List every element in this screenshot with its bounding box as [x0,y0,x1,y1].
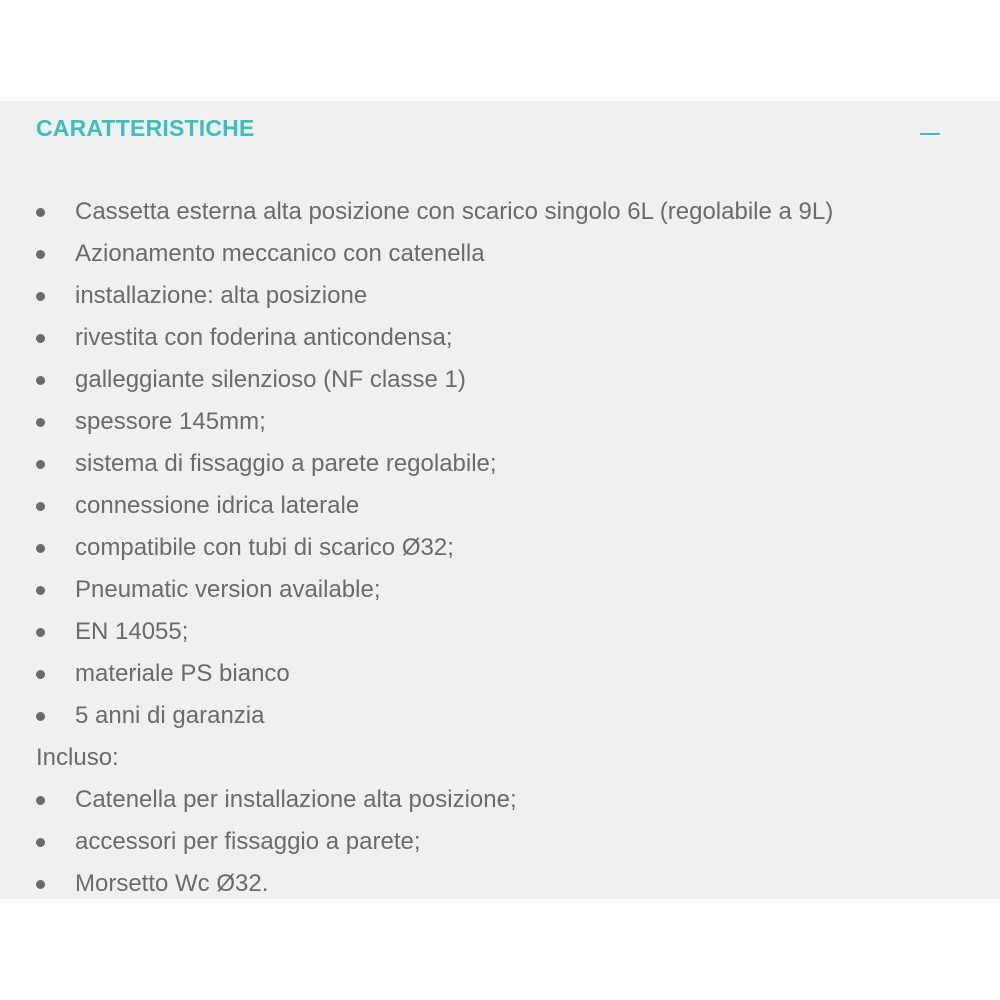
feature-list-item [0,695,1000,737]
included-list [0,779,1000,905]
included-text: Morsetto Wc Ø32. [75,870,269,897]
bullet-icon [36,376,45,385]
section-title: CARATTERISTICHE [36,115,255,141]
feature-list [0,191,1000,737]
bullet-icon [36,250,45,259]
feature-text: EN 14055; [75,618,189,645]
included-list-item [0,779,1000,821]
feature-list-item [0,611,1000,653]
bullet-icon [36,712,45,721]
bullet-icon [36,418,45,427]
bullet-icon [36,334,45,343]
bullet-icon [36,670,45,679]
feature-text: galleggiante silenzioso (NF classe 1) [75,366,466,393]
bullet-icon [36,628,45,637]
feature-list-item [0,191,1000,233]
feature-list-item [0,317,1000,359]
bullet-icon [36,586,45,595]
collapse-toggle-button[interactable] [910,119,950,149]
feature-text: Cassetta esterna alta posizione con scarico singolo 6L (regolabile a 9L) [75,198,834,225]
bullet-icon [36,292,45,301]
feature-list-item [0,569,1000,611]
feature-list-item [0,527,1000,569]
feature-text: compatibile con tubi di scarico Ø32; [75,534,454,561]
bullet-icon [36,796,45,805]
bullet-icon [36,502,45,511]
feature-text: Azionamento meccanico con catenella [75,240,485,267]
accordion-header[interactable] [0,101,1000,161]
feature-list-item [0,443,1000,485]
bullet-icon [36,838,45,847]
feature-text: sistema di fissaggio a parete regolabile; [75,450,497,477]
included-list-item [0,821,1000,863]
feature-text: spessore 145mm; [75,408,266,435]
included-heading: Incluso: [36,744,119,771]
feature-text: 5 anni di garanzia [75,702,265,729]
feature-list-item [0,359,1000,401]
feature-text: connessione idrica laterale [75,492,360,519]
bullet-icon [36,208,45,217]
included-text: Catenella per installazione alta posizione; [75,786,517,813]
bullet-icon [36,544,45,553]
feature-list-item [0,401,1000,443]
bullet-icon [36,880,45,889]
feature-list-item [0,653,1000,695]
feature-text: installazione: alta posizione [75,282,368,309]
bullet-icon [36,460,45,469]
included-text: accessori per fissaggio a parete; [75,828,421,855]
feature-text: rivestita con foderina anticondensa; [75,324,453,351]
feature-list-item [0,275,1000,317]
feature-text: Pneumatic version available; [75,576,381,603]
minus-icon [920,133,940,135]
feature-list-item [0,485,1000,527]
feature-text: materiale PS bianco [75,660,290,687]
feature-list-item [0,233,1000,275]
features-content [0,191,1000,905]
features-accordion-panel [0,101,1000,899]
included-list-item [0,863,1000,905]
